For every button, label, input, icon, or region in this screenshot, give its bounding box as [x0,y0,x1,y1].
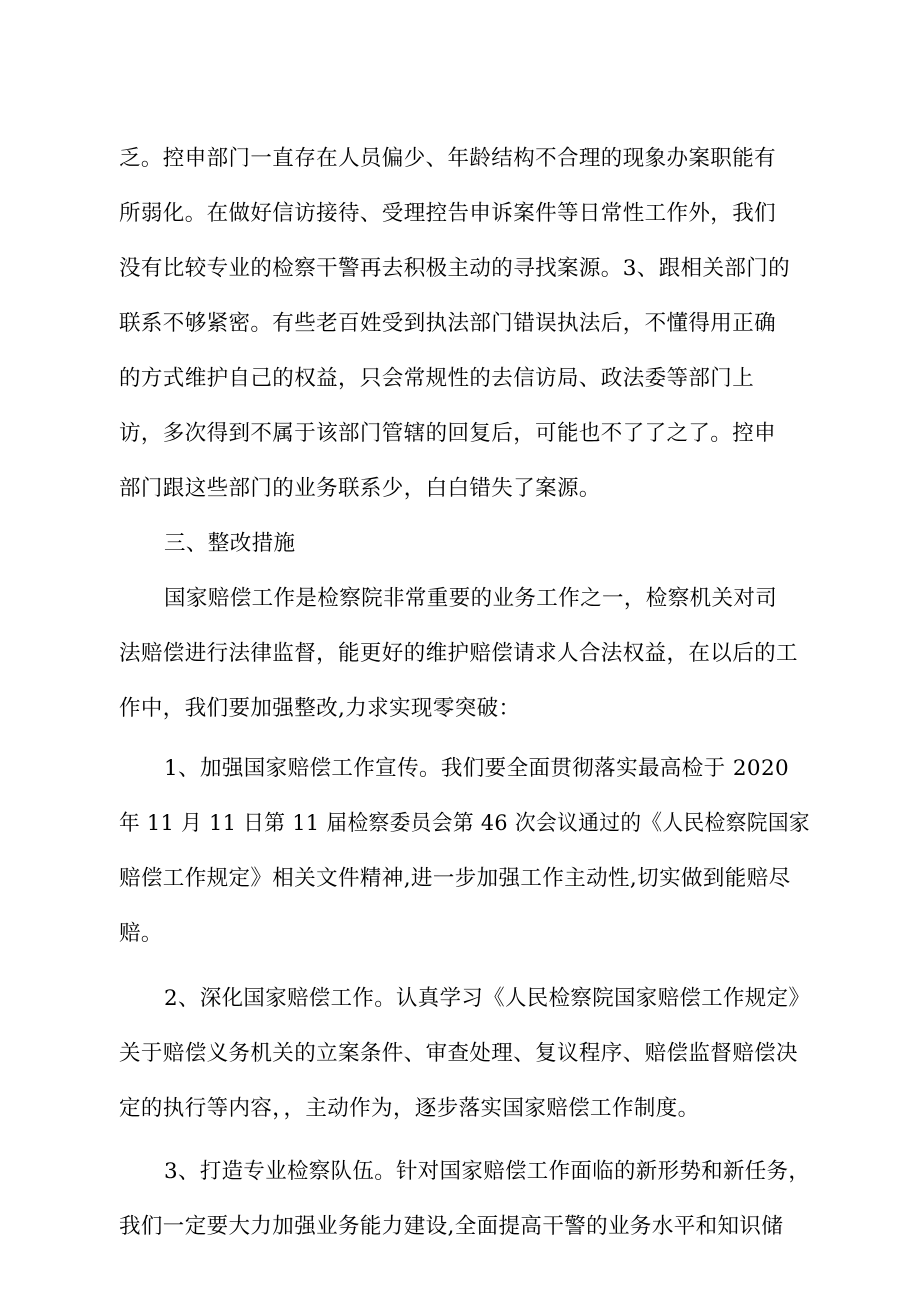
text-line: 乏。控申部门一直存在人员偏少、年龄结构不合理的现象办案职能有 [119,146,777,171]
section-heading: 三、整改措施 [164,531,296,556]
text-line: 所弱化。在做好信访接待、受理控告申诉案件等日常性工作外，我们 [119,201,777,226]
text-line: 3、打造专业检察队伍。针对国家赔偿工作面临的新形势和新任务， [164,1159,811,1184]
text-line: 年 11 月 11 日第 11 届检察委员会第 46 次会议通过的《人民检察院国家 [119,811,811,836]
text-line: 赔偿工作规定》相关文件精神,进一步加强工作主动性,切实做到能赔尽 [119,866,791,891]
text-line: 部门跟这些部门的业务联系少，白白错失了案源。 [119,476,601,501]
text-line: 法赔偿进行法律监督，能更好的维护赔偿请求人合法权益，在以后的工 [119,641,798,666]
text-line: 关于赔偿义务机关的立案条件、审查处理、复议程序、赔偿监督赔偿决 [119,1041,798,1066]
text-line: 1、加强国家赔偿工作宣传。我们要全面贯彻落实最高检于 2020 [164,756,790,781]
text-line: 访，多次得到不属于该部门管辖的回复后，可能也不了了之了。控申 [119,421,777,446]
text-line: 没有比较专业的检察干警再去积极主动的寻找案源。3、跟相关部门的 [119,256,791,281]
text-line: 的方式维护自己的权益，只会常规性的去信访局、政法委等部门上 [119,366,755,391]
text-line: 赔。 [119,921,163,946]
text-line: 我们一定要大力加强业务能力建设,全面提高干警的业务水平和知识储 [119,1214,784,1239]
text-line: 定的执行等内容，，主动作为，逐步落实国家赔偿工作制度。 [119,1096,700,1121]
text-line: 联系不够紧密。有些老百姓受到执法部门错误执法后，不懂得用正确 [119,311,777,336]
text-line: 作中，我们要加强整改,力求实现零突破： [119,696,521,721]
text-line: 国家赔偿工作是检察院非常重要的业务工作之一，检察机关对司 [164,586,778,611]
text-line: 2、深化国家赔偿工作。认真学习《人民检察院国家赔偿工作规定》 [164,986,811,1011]
